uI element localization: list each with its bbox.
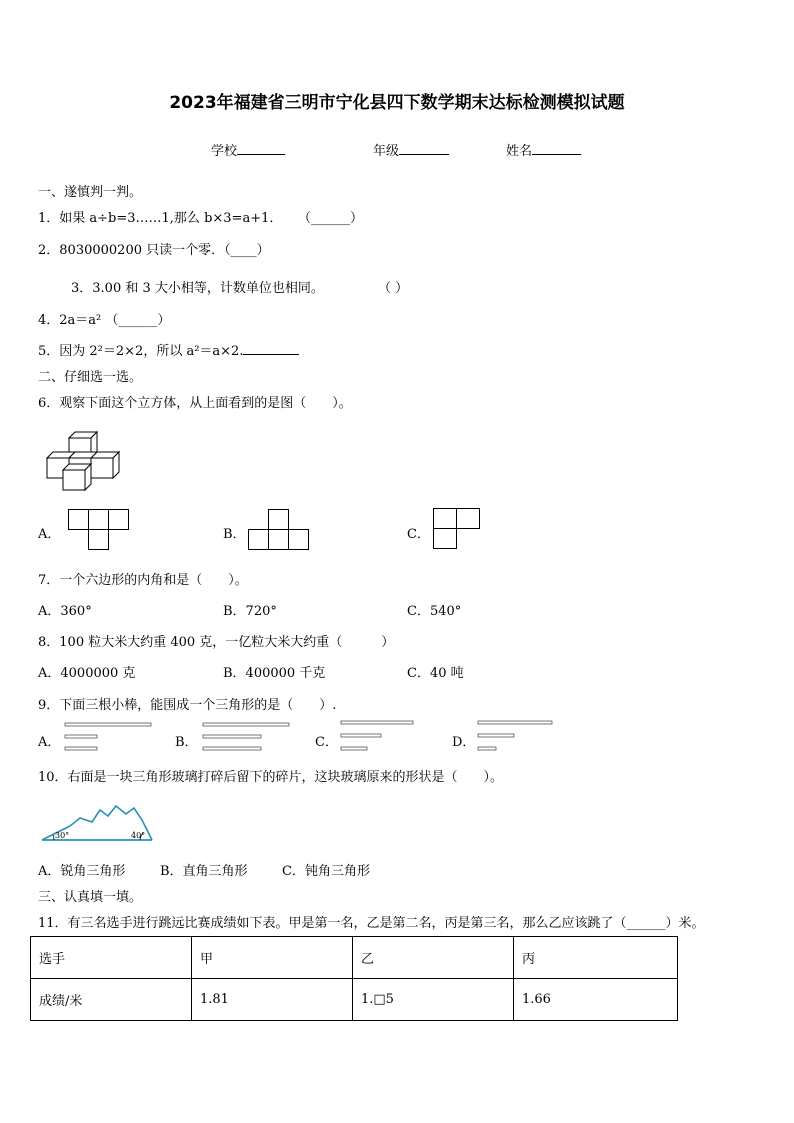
q9-option-d-sticks [477, 720, 567, 752]
table-row [31, 979, 678, 1021]
school-field [211, 140, 285, 159]
table-cell: 甲 [192, 937, 353, 979]
table-cell: 成绩/米 [31, 979, 192, 1021]
question-3-answer[interactable]: （ ） [378, 281, 409, 296]
q10-option-a[interactable]: A．锐角三角形 [38, 864, 126, 879]
broken-glass-fragment-figure [40, 802, 156, 844]
table-cell: 乙 [353, 937, 514, 979]
q10-option-b[interactable]: B．直角三角形 [160, 864, 248, 879]
q8-option-a[interactable]: A．4000000 克 [38, 666, 136, 681]
grade-label: 年级 [373, 144, 400, 159]
angle-label-left: 30° [55, 831, 70, 840]
cube-stack-figure [44, 430, 122, 492]
question-5-blank[interactable] [243, 342, 299, 355]
question-10: 10．右面是一块三角形玻璃打碎后留下的碎片，这块玻璃原来的形状是（ ）。 [38, 770, 504, 785]
q7-option-c[interactable]: C．540° [407, 604, 462, 619]
question-7: 7．一个六边形的内角和是（ ）。 [38, 573, 248, 588]
long-jump-score-table [30, 936, 678, 1021]
question-11: 11．有三名选手进行跳远比赛成绩如下表。甲是第一名，乙是第二名，丙是第三名，那么乙应该跳了（______）米。 [38, 916, 705, 931]
name-field [506, 140, 581, 159]
q9-option-a-sticks [64, 722, 154, 752]
q10-option-c[interactable]: C．钝角三角形 [282, 864, 370, 879]
grade-blank[interactable] [399, 142, 449, 155]
school-blank[interactable] [237, 142, 285, 155]
q6-option-c[interactable]: C． [407, 527, 430, 542]
grade-field [373, 140, 449, 159]
question-4: 4．2a＝a² （______） [38, 313, 171, 328]
name-label: 姓名 [506, 144, 533, 159]
q6-option-b-shape [248, 509, 311, 550]
section2-heading: 二、仔细选一选。 [38, 370, 143, 385]
question-1-answer[interactable]: （______） [298, 211, 364, 226]
question-1: 1．如果 a÷b=3……1,那么 b×3=a+1． [38, 211, 283, 226]
q9-option-c[interactable]: C． [315, 735, 338, 750]
q9-option-b[interactable]: B． [175, 735, 198, 750]
q9-option-d[interactable]: D． [452, 735, 476, 750]
question-8: 8．100 粒大米大约重 400 克，一亿粒大米大约重（ ） [38, 635, 395, 650]
table-cell: 选手 [31, 937, 192, 979]
q9-option-c-sticks [340, 720, 430, 752]
section1-heading: 一、遂慎判一判。 [38, 185, 143, 200]
page-title: 2023年福建省三明市宁化县四下数学期末达标检测模拟试题 [169, 93, 625, 113]
q6-option-a[interactable]: A． [38, 527, 61, 542]
table-row [31, 937, 678, 979]
name-blank[interactable] [532, 142, 581, 155]
q8-option-c[interactable]: C．40 吨 [407, 666, 464, 681]
table-cell: 1.66 [514, 979, 678, 1021]
q9-option-a[interactable]: A． [38, 735, 61, 750]
school-label: 学校 [211, 144, 238, 159]
q6-option-b[interactable]: B． [223, 527, 246, 542]
section3-heading: 三、认真填一填。 [38, 890, 143, 905]
q6-option-a-shape [68, 509, 131, 550]
q7-option-a[interactable]: A．360° [38, 604, 92, 619]
q9-option-b-sticks [202, 722, 292, 752]
table-cell: 1.□5 [353, 979, 514, 1021]
question-2: 2．8030000200 只读一个零．（____） [38, 243, 270, 258]
table-cell: 1.81 [192, 979, 353, 1021]
question-6: 6．观察下面这个立方体，从上面看到的是图（ ）。 [38, 396, 352, 411]
question-5: 5．因为 2²＝2×2，所以 a²＝a×2. [38, 344, 244, 359]
question-9: 9．下面三根小棒，能围成一个三角形的是（ ）. [38, 698, 337, 713]
question-3: 3．3.00 和 3 大小相等，计数单位也相同。 [71, 281, 324, 296]
question-5-row [38, 340, 299, 359]
q6-option-c-shape [433, 508, 482, 550]
angle-label-right: 40° [131, 831, 146, 840]
q7-option-b[interactable]: B．720° [223, 604, 277, 619]
table-cell: 丙 [514, 937, 678, 979]
q8-option-b[interactable]: B．400000 千克 [223, 666, 326, 681]
